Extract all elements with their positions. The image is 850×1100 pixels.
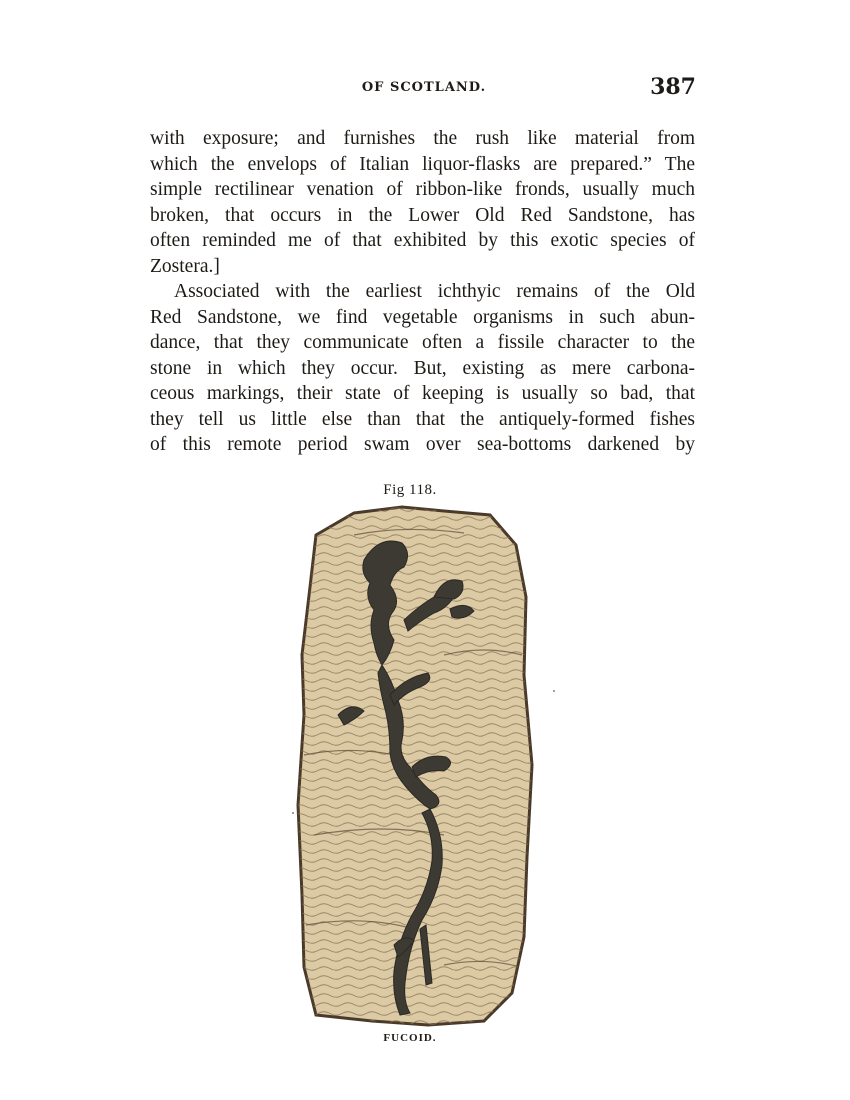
text-line: ceous markings, their state of keeping is usually so bad, that [150,383,695,404]
text-line: they tell us little else than that the antiquely-formed fishes [150,408,695,430]
text-line: broken, that occurs in the Lower Old Red Sandstone, has [150,204,695,226]
text-line: Red Sandstone, we find vegetable organisms in such abun- [150,306,695,328]
text-line: often reminded me of that exhibited by this exotic species of [150,230,695,251]
paragraph-1 [150,126,695,279]
text-line: Associated with the earliest ichthyic remains of the Old [174,281,695,302]
text-line: of this remote period swam over sea-bottoms darkened by [150,434,695,455]
paper-speck [292,812,294,814]
text-line: dance, that they communicate often a fissile character to the [150,332,695,353]
page-number: 387 [650,74,696,100]
text-line: which the envelops of Italian liquor-flasks are prepared.” The [150,153,695,175]
fucoid-fossil-illustration [294,505,538,1027]
text-line: Zostera.] [150,255,220,277]
text-line: stone in which they occur. But, existing as mere carbona- [150,357,695,379]
figure-caption: FUCOID. [383,1032,437,1044]
body-text [150,126,695,458]
paragraph-2 [150,279,695,458]
text-line: with exposure; and furnishes the rush like material from [150,128,695,149]
text-line: simple rectilinear venation of ribbon-like fronds, usually much [150,179,695,200]
figure-label: Fig 118. [383,482,437,498]
running-head: OF SCOTLAND. [361,80,487,95]
paper-speck [553,690,555,692]
